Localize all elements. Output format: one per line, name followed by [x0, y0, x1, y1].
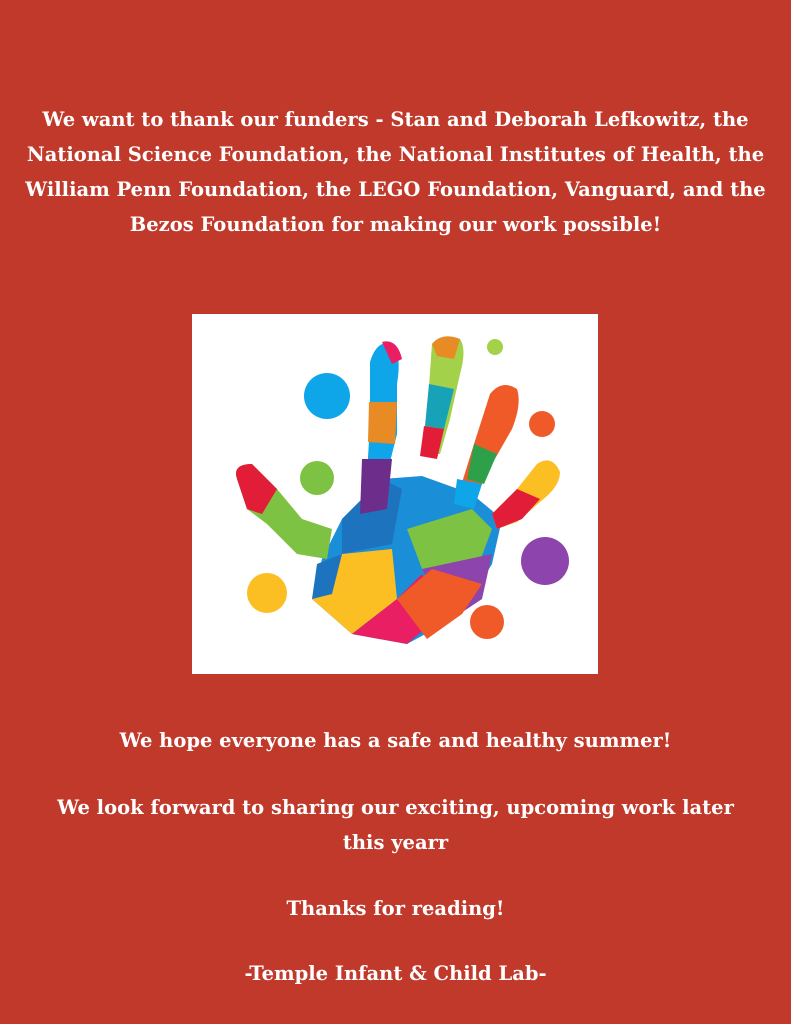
upcoming-work-text: We look forward to sharing our exciting, upcoming work later this yearr [57, 796, 734, 854]
funders-thank-you-text: We want to thank our funders - Stan and Deborah Lefkowitz, the National Science Foundation, the National Institutes of Health, the William Penn Foundation, the LEGO Foundation, Vanguard, and the Bezos Foundation for making our work possible! [25, 108, 766, 236]
lab-signoff-text: -Temple Infant & Child Lab- [244, 962, 547, 985]
summer-wishes-text: We hope everyone has a safe and healthy summer! [119, 729, 672, 752]
handprint-image [192, 314, 598, 674]
thanks-for-reading-text: Thanks for reading! [286, 897, 505, 920]
colorful-handprint-icon [192, 314, 598, 674]
